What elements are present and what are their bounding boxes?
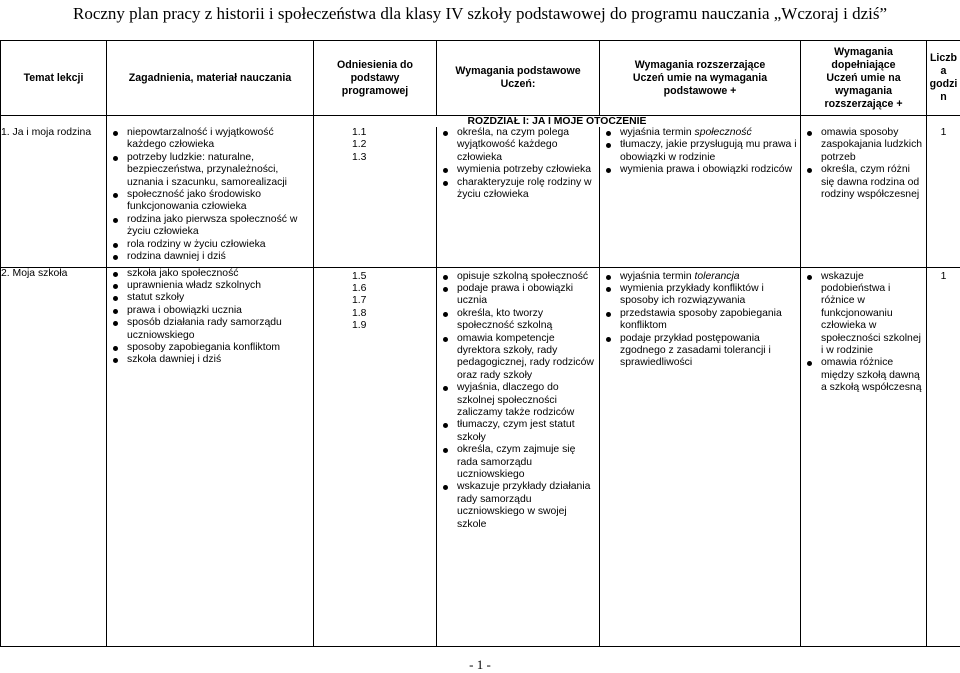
list-item: rodzina dawniej i dziś bbox=[127, 251, 313, 263]
header-complementary: Wymagania dopełniające Uczeń umie na wymagania rozszerzające + bbox=[801, 41, 927, 116]
ref-value: 1.8 bbox=[352, 308, 436, 320]
list-item: sposoby zapobiegania konfliktom bbox=[127, 342, 313, 354]
list-item: określa, na czym polega wyjątkowość każdego człowieka bbox=[457, 127, 599, 164]
complementary-cell bbox=[801, 127, 927, 267]
list-item: tłumaczy, czym jest statut szkoły bbox=[457, 419, 599, 444]
list-item: wyjaśnia, dlaczego do szkolnej społeczności zaliczamy także rodziców bbox=[457, 382, 599, 419]
table-row bbox=[1, 267, 960, 646]
list-item: prawa i obowiązki ucznia bbox=[127, 305, 313, 317]
ref-value: 1.1 bbox=[352, 127, 436, 139]
list-item: podaje przykład postępowania zgodnego z zasadami tolerancji i sprawiedliwości bbox=[620, 333, 800, 370]
list-item: tłumaczy, jakie przysługują mu prawa i obowiązki w rodzinie bbox=[620, 139, 800, 164]
list-item bbox=[620, 127, 800, 139]
basic-cell bbox=[437, 267, 600, 646]
header-basic: Wymagania podstawowe Uczeń: bbox=[437, 41, 600, 116]
list-item: przedstawia sposoby zapobiegania konfliktom bbox=[620, 308, 800, 333]
list-item: potrzeby ludzkie: naturalne, bezpieczeństwa, przynależności, uznania i szacunku, samorealizacji bbox=[127, 152, 313, 189]
issues-cell bbox=[107, 267, 314, 646]
table-row bbox=[1, 127, 960, 267]
ref-value: 1.7 bbox=[352, 295, 436, 307]
list-item: opisuje szkolną społeczność bbox=[457, 271, 599, 283]
refs-cell bbox=[314, 267, 437, 646]
header-extended: Wymagania rozszerzające Uczeń umie na wymagania podstawowe + bbox=[600, 41, 801, 116]
list-item: niepowtarzalność i wyjątkowość każdego człowieka bbox=[127, 127, 313, 152]
header-issues: Zagadnienia, materiał nauczania bbox=[107, 41, 314, 116]
document-title: Roczny plan pracy z historii i społeczeństwa dla klasy IV szkoły podstawowej do programu nauczania „Wczoraj i dziś” bbox=[0, 4, 960, 24]
list-item: wskazuje podobieństwa i różnice w funkcjonowaniu człowieka w społeczności szkolnej i w rodzinie bbox=[821, 271, 926, 358]
list-item: określa, czym zajmuje się rada samorządu uczniowskiego bbox=[457, 444, 599, 481]
list-item bbox=[620, 271, 800, 283]
hours-cell: 1 bbox=[927, 267, 960, 646]
ref-value: 1.9 bbox=[352, 320, 436, 332]
hours-cell: 1 bbox=[927, 127, 960, 267]
list-item: sposób działania rady samorządu uczniowskiego bbox=[127, 317, 313, 342]
section-title: ROZDZIAŁ I: JA I MOJE OTOCZENIE bbox=[314, 116, 801, 128]
list-item: społeczność jako środowisko funkcjonowania człowieka bbox=[127, 189, 313, 214]
list-item: omawia kompetencje dyrektora szkoły, rady pedagogicznej, rady rodziców oraz rady szkoły bbox=[457, 333, 599, 383]
list-item: podaje prawa i obowiązki ucznia bbox=[457, 283, 599, 308]
list-item: uprawnienia władz szkolnych bbox=[127, 280, 313, 292]
ref-value: 1.6 bbox=[352, 283, 436, 295]
list-item: rodzina jako pierwsza społeczność w życiu człowieka bbox=[127, 214, 313, 239]
list-item: wymienia przykłady konfliktów i sposoby ich rozwiązywania bbox=[620, 283, 800, 308]
complementary-cell bbox=[801, 267, 927, 646]
ref-value: 1.5 bbox=[352, 271, 436, 283]
list-item: określa, kto tworzy społeczność szkolną bbox=[457, 308, 599, 333]
list-item: statut szkoły bbox=[127, 292, 313, 304]
list-item: określa, czym różni się dawna rodzina od rodziny współczesnej bbox=[821, 164, 926, 201]
list-item: szkoła dawniej i dziś bbox=[127, 354, 313, 366]
list-item: omawia sposoby zaspokajania ludzkich potrzeb bbox=[821, 127, 926, 164]
term-prefix: wyjaśnia termin bbox=[620, 127, 695, 138]
extended-cell bbox=[600, 127, 801, 267]
term-prefix: wyjaśnia termin bbox=[620, 271, 695, 282]
list-item: omawia różnice między szkołą dawną a szkołą współczesną bbox=[821, 357, 926, 394]
page-number: - 1 - bbox=[0, 657, 960, 673]
extended-cell bbox=[600, 267, 801, 646]
basic-cell bbox=[437, 127, 600, 267]
term: społeczność bbox=[695, 127, 752, 138]
header-hours: Liczb a godzi n bbox=[927, 41, 960, 116]
list-item: wymienia prawa i obowiązki rodziców bbox=[620, 164, 800, 176]
plan-table bbox=[0, 40, 960, 647]
list-item: wskazuje przykłady działania rady samorządu uczniowskiego w swojej szkole bbox=[457, 481, 599, 531]
term: tolerancja bbox=[695, 271, 740, 282]
refs-cell bbox=[314, 127, 437, 267]
ref-value: 1.2 bbox=[352, 139, 436, 151]
ref-value: 1.3 bbox=[352, 152, 436, 164]
list-item: szkoła jako społeczność bbox=[127, 268, 313, 280]
list-item: wymienia potrzeby człowieka bbox=[457, 164, 599, 176]
list-item: rola rodziny w życiu człowieka bbox=[127, 239, 313, 251]
header-refs: Odniesienia do podstawy programowej bbox=[314, 41, 437, 116]
topic-cell: 1. Ja i moja rodzina bbox=[1, 127, 107, 267]
header-topic: Temat lekcji bbox=[1, 41, 107, 116]
header-row bbox=[1, 41, 960, 116]
topic-cell: 2. Moja szkoła bbox=[1, 267, 107, 646]
list-item: charakteryzuje rolę rodziny w życiu człowieka bbox=[457, 177, 599, 202]
issues-cell bbox=[107, 127, 314, 267]
